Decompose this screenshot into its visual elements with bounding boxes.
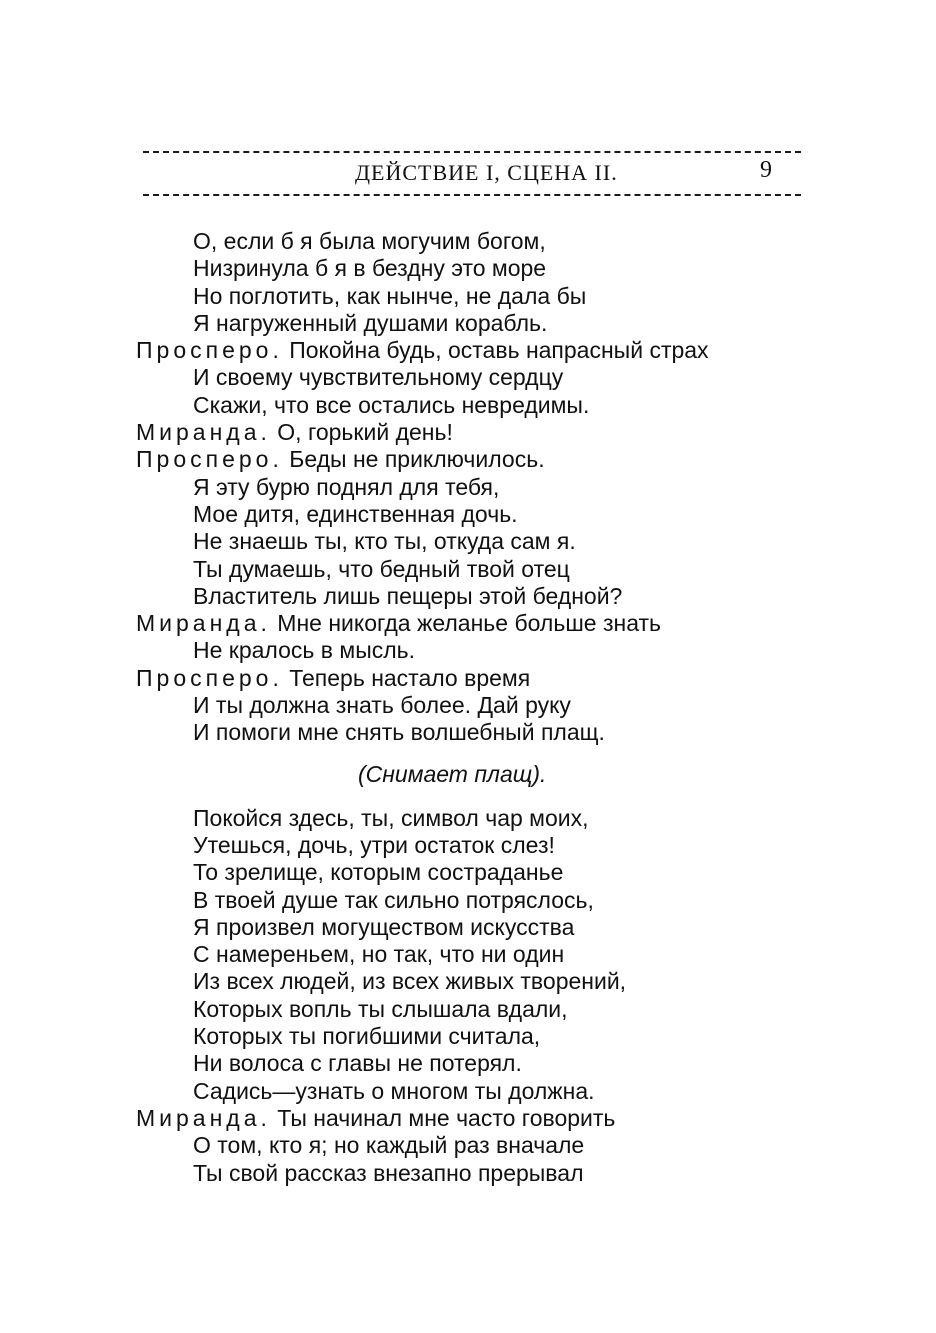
- verse-line: Из всех людей, из всех живых творений,: [193, 968, 627, 995]
- verse-line: Не знаешь ты, кто ты, откуда сам я.: [193, 528, 576, 555]
- speaker-name: Миранда.: [136, 419, 271, 446]
- verse-line: Не кралось в мысль.: [193, 637, 416, 664]
- speech-line: Просперо. Покойна будь, оставь напрасный страх: [136, 337, 709, 364]
- verse-line: Я произвел могуществом искусства: [193, 913, 575, 940]
- verse-line: Которых ты погибшими считала,: [193, 1023, 541, 1050]
- speech-line: Миранда. О, горький день!: [136, 419, 453, 446]
- header-top-rule: [143, 151, 801, 153]
- verse-line: Я нагруженный душами корабль.: [193, 309, 548, 336]
- verse-line: Ты думаешь, что бедный твой отец: [193, 555, 570, 582]
- stage-direction: (Снимает плащ).: [358, 760, 547, 787]
- verse-line: Покойся здесь, ты, символ чар моих,: [193, 804, 589, 831]
- verse-line: Властитель лишь пещеры этой бедной?: [193, 582, 623, 609]
- speech-line: Просперо. Теперь настало время: [136, 664, 531, 691]
- verse-line: Садись—узнать о многом ты должна.: [193, 1077, 595, 1104]
- speech-line: Миранда. Ты начинал мне часто говорить: [136, 1104, 616, 1131]
- running-header: ДЕЙСТВИЕ I, СЦЕНА II.: [355, 160, 618, 185]
- verse-body: [136, 228, 836, 1187]
- verse-line: О том, кто я; но каждый раз вначале: [193, 1132, 585, 1159]
- verse-line: О, если б я была могучим богом,: [193, 228, 546, 254]
- speaker-name: Просперо.: [136, 664, 283, 691]
- verse-line: С намереньем, но так, что ни один: [193, 941, 565, 968]
- speaker-name: Миранда.: [136, 1104, 271, 1131]
- verse-line: И своему чувствительному сердцу: [193, 364, 564, 391]
- verse-line: То зрелище, которым состраданье: [193, 859, 564, 886]
- verse-line: Мое дитя, единственная дочь.: [193, 500, 518, 527]
- speaker-name: Миранда.: [136, 610, 271, 637]
- verse-line: Которых вопль ты слышала вдали,: [193, 995, 568, 1022]
- verse-line: Низринула б я в бездну это море: [193, 255, 547, 282]
- speaker-name: Просперо.: [136, 446, 283, 473]
- verse-line: И помоги мне снять волшебный плащ.: [193, 719, 605, 746]
- verse-line: И ты должна знать более. Дай руку: [193, 692, 571, 719]
- verse-line: Я эту бурю поднял для тебя,: [193, 473, 500, 500]
- page-number: 9: [760, 157, 772, 183]
- verse-line: Но поглотить, как нынче, не дала бы: [193, 282, 587, 309]
- speaker-name: Просперо.: [136, 337, 283, 364]
- verse-line: В твоей душе так сильно потряслось,: [193, 886, 594, 913]
- speech-line: Просперо. Беды не приключилось.: [136, 446, 545, 473]
- verse-line: Ни волоса с главы не потерял.: [193, 1050, 522, 1077]
- verse-line: Утешься, дочь, утри остаток слез!: [193, 831, 555, 858]
- verse-line: Скажи, что все остались невредимы.: [193, 391, 590, 418]
- header-bottom-rule: [143, 194, 801, 196]
- speech-line: Миранда. Мне никогда желанье больше знать: [136, 610, 661, 637]
- verse-line: Ты свой рассказ внезапно прерывал: [193, 1159, 584, 1186]
